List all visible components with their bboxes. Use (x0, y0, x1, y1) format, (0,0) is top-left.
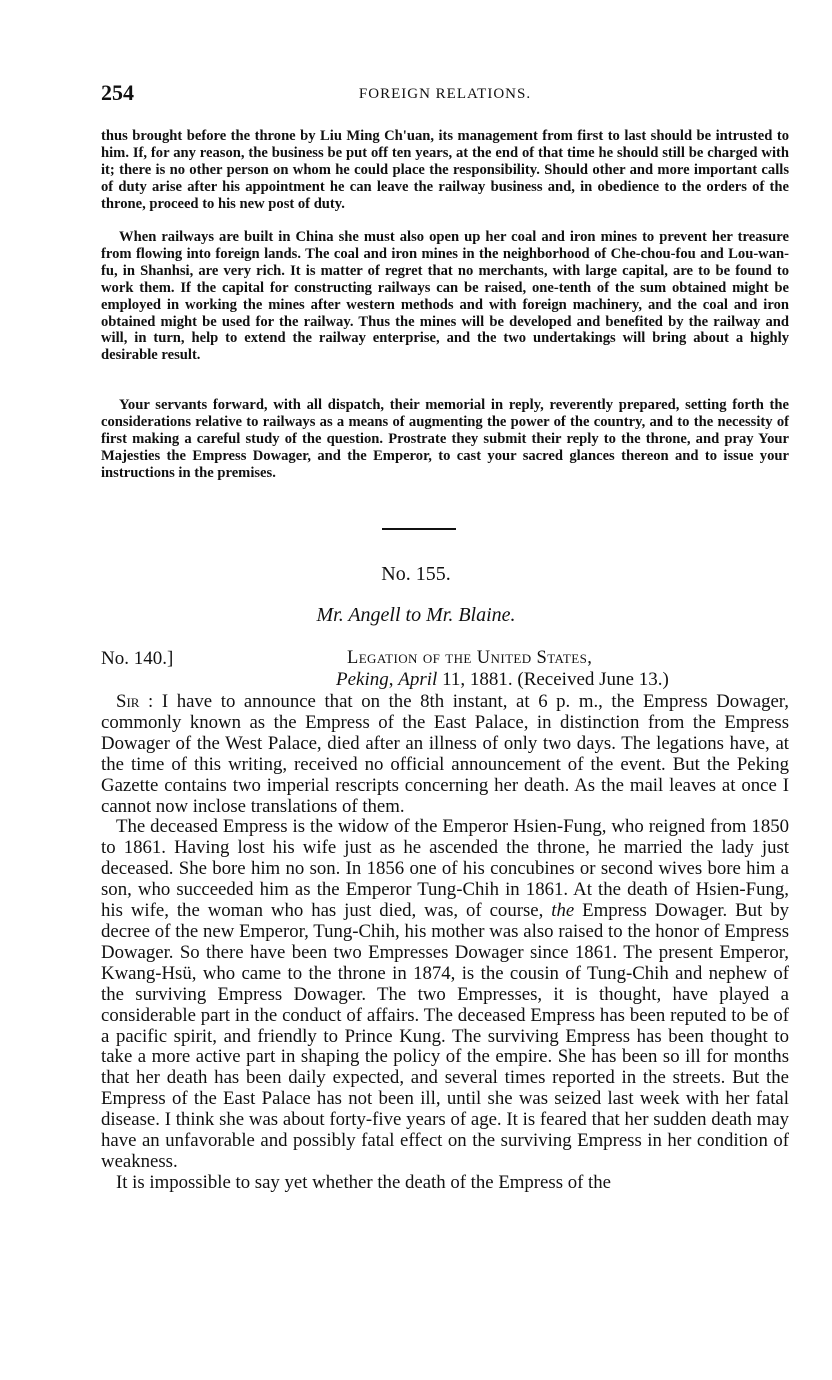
dateline: Peking, April 11, 1881. (Received June 13.) (336, 669, 669, 690)
letter-paragraph-2 (101, 817, 789, 1172)
paragraph-text: Empress Dowager. But by decree of the new Emperor, Tung-Chih, his mother was also raised to the honor of Empress Dowager. So there have been two Empresses Dowager since 1861. The present Emperor, Kwang-Hsü, who came to the throne in 1874, is the cousin of Tung-Chih and nephew of the surviving Empress Dowager. The two Empresses, it is thought, have played a considerable part in the conduct of affairs. The deceased Empress has been reputed to be of a pacific spirit, and friendly to Prince Kung. The surviving Empress has been thought to take a more active part in shaping the policy of the empire. She has been so ill for months that her death has been daily expected, and several times reported in the streets. But the Empress of the East Palace has not been ill, until she was seized last week with her fatal disease. I think she was about forty-five years of age. It is feared that her sudden death may have an unfavorable and possibly fatal effect on the surviving Empress in her condition of weakness. (101, 900, 790, 1172)
salutation: Sir (116, 691, 140, 712)
letter-body (101, 692, 789, 1194)
memorial-paragraph-2 (101, 229, 789, 364)
running-head: FOREIGN RELATIONS. (358, 86, 532, 102)
document-title: Mr. Angell to Mr. Blaine. (316, 604, 516, 626)
memorial-paragraph-1 (101, 128, 789, 213)
dateline-rest: 11, 1881. (Received June 13.) (437, 669, 669, 690)
paragraph-text: : I have to announce that on the 8th instant, at 6 p. m., the Empress Dowager, commonly known as the Empress of the East Palace, in distinction from the Empress Dowager of the West Palace, died after an illness of only two days. The legations have, at the time of this writing, received no official announcement of the event. But the Peking Gazette contains two imperial rescripts concerning her death. As the mail leaves at once I cannot now inclose translations of them. (101, 691, 789, 817)
page-header (101, 80, 789, 110)
paragraph-text: thus brought before the throne by Liu Ming Ch'uan, its management from first to last should be intrusted to him. If, for any reason, the business be put off ten years, at the end of that time he should still be charged with it; there is no other person on whom he could place the responsibility. Should other and more important calls of duty arise after his appointment he can leave the railway business and, in obedience to the orders of the throne, proceed to his new post of duty. (101, 128, 789, 212)
legation-heading: Legation of the United States, (347, 648, 593, 668)
paragraph-text: Your servants forward, with all dispatch, their memorial in reply, reverently prepared, setting forth the considerations relative to railways as a means of augmenting the power of the country, and to the necessity of first making a careful study of the question. Prostrate they submit their reply to the throne, and pray Your Majesties the Empress Dowager, and the Emperor, to cast your sacred glances thereon and to issue your instructions in the premises. (101, 397, 789, 481)
dateline-month: April (398, 669, 438, 690)
letter-paragraph-3 (101, 1173, 789, 1194)
emphasis-text: the (551, 900, 575, 922)
dateline-place: Peking (336, 669, 389, 690)
despatch-number: No. 140.] (101, 648, 174, 669)
paragraph-text: When railways are built in China she must also open up her coal and iron mines to prevent her treasure from flowing into foreign lands. The coal and iron mines in the neighborhood of Che-chou-fou and Lou-wan-fu, in Shanhsi, are very rich. It is matter of regret that no merchants, with large capital, are to be found to work them. If the capital for constructing railways can be raised, one-tenth of the sum obtained might be employed in working the mines after western methods and with foreign machinery, and the coal and iron obtained might be used for the railway. Thus the mines will be developed and benefited by the railway and will, in turn, help to extend the railway enterprise, and the two undertakings will bring about a highly desirable result. (101, 229, 789, 364)
page-number: 254 (101, 80, 134, 105)
document-number: No. 155. (381, 563, 451, 585)
section-divider (382, 528, 456, 530)
paragraph-text: It is impossible to say yet whether the death of the Empress of the (116, 1171, 611, 1193)
letter-paragraph-1 (101, 692, 789, 817)
paragraph-text: The deceased Empress is the widow of the Emperor Hsien-Fung, who reigned from 1850 to 1861. Having lost his wife just as he ascended the throne, he married the lady just deceased. She bore him no son. In 1856 one of his concubines or second wives bore him a son, who succeeded him as the Emperor Tung-Chih in 1861. At the death of Hsien-Fung, his wife, the woman who has just died, was, of course, (101, 816, 789, 922)
memorial-paragraph-3 (101, 397, 789, 482)
